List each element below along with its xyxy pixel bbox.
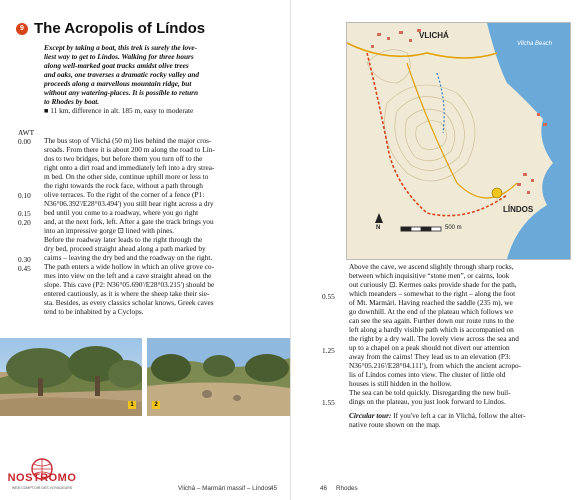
photo-cairns-path	[147, 338, 290, 416]
body-line: dry bed, proceed straight ahead along a path marked by	[44, 244, 206, 253]
time-marker: 0.15	[18, 209, 31, 218]
circular-tour-line: native route shown on the map.	[349, 420, 441, 429]
body-line: right onto a dirt road and immediately left into a dry strea-	[44, 163, 215, 172]
photo-number: 2	[152, 401, 160, 409]
body-line: lis of Líndos comes into view. The cluster of little old	[349, 370, 506, 379]
body-line: left along a hardly visible path which is accompanied on	[349, 325, 514, 334]
intro-line: proceeds along a marvellous mountain ridge, but	[44, 79, 192, 88]
intro-line: along well-marked goat tracks amidst olive trees	[44, 61, 189, 70]
body-line: tend to be inhabited by a Cyclops.	[44, 307, 144, 316]
body-line: Before the roadway later leads to the right through the	[44, 235, 203, 244]
body-line: go downhill. At the end of the plateau which follows we	[349, 307, 513, 316]
body-line: slope. This cave (P2: N36°05.690'/E28°03.215') should be	[44, 280, 215, 289]
left-page	[0, 0, 291, 500]
map-label-beach: Vlicha Beach	[517, 41, 553, 47]
body-line: which meanders – somewhat to the right – along the foot	[349, 289, 516, 298]
body-line: dos to two bridges, but before them you turn off to the	[44, 154, 203, 163]
body-line: can see the sea again. Further down our route runs to the	[349, 316, 514, 325]
intro-line: to Rhodes by boat.	[44, 97, 100, 106]
body-line: The sea can be told quickly. Disregarding the new buil-	[349, 388, 511, 397]
time-marker: 0.20	[18, 218, 31, 227]
walk-stats	[44, 106, 193, 115]
logo-name: NOSTROMO	[7, 472, 77, 484]
time-marker: 0.55	[322, 292, 335, 301]
page-title: The Acropolis of Líndos	[34, 20, 206, 37]
page-number: 46	[320, 485, 328, 492]
time-marker: 0.30	[18, 255, 31, 264]
circular-tour-label: Circular tour:	[349, 411, 392, 420]
time-marker: 1.25	[322, 346, 335, 355]
body-line: the right towards the rock face, without a path through	[44, 181, 203, 190]
body-line: up to a chapel on a peak should not divert our attention	[349, 343, 510, 352]
photo-olive-grove	[0, 338, 142, 416]
nostromo-logo	[4, 455, 80, 497]
intro-line: and oaks, one traverses a dramatic rocky valley and	[44, 70, 200, 79]
intro-line: liest way to get to Líndos. Walking for three hours	[44, 52, 194, 61]
map-label-vlicha: VLICHÁ	[419, 31, 449, 40]
stats-text: 11 km, difference in alt. 185 m, easy to moderate	[50, 106, 194, 115]
body-line: and, at the next fork, left. After a gate the track brings you	[44, 217, 214, 226]
stats-square-icon: ■	[44, 106, 51, 115]
body-line: sta. Besides, as every classics scholar knows, Greek caves	[44, 298, 214, 307]
time-marker: 0.10	[18, 191, 31, 200]
body-line: into an impressive gorge ⊡ lined with pines.	[44, 226, 175, 235]
body-line: houses is still hidden in the hollow.	[349, 379, 452, 388]
circular-tour-line	[349, 411, 526, 420]
body-line: away from the cairns! They lead us to an elevation (P3:	[349, 352, 511, 361]
logo-subtitle: WEB COMPTOIR DES VOYAGEURS	[11, 486, 73, 490]
north-arrow-label: N	[376, 225, 381, 231]
body-line: The bus stop of Vlichá (50 m) lies behind the major cros-	[44, 136, 212, 145]
walk-number-badge: 9	[16, 23, 28, 35]
time-marker: 1.55	[322, 398, 335, 407]
intro-line: Except by taking a boat, this trek is surely the love-	[44, 43, 198, 52]
body-line: sroads. From there it is about 200 m along the road to Lín-	[44, 145, 215, 154]
body-line: of Mt. Marmári. Having reached the saddle (235 m), we	[349, 298, 513, 307]
map-label-lindos: LÍNDOS	[503, 205, 534, 214]
body-line: N36°05.216'/E28°04.111'), from which the ancient acropo-	[349, 361, 522, 370]
body-line: Above the cave, we ascend slightly through sharp rocks,	[349, 262, 514, 271]
awt-label: AWT	[18, 128, 35, 137]
time-marker: 0.00	[18, 137, 31, 146]
body-line: cairns – leaving the dry bed and the roadway on the right.	[44, 253, 213, 262]
route-map	[346, 22, 571, 260]
body-line: N36°06.392'/E28°03.494') you still bear right across a dry	[44, 199, 214, 208]
circular-tour-text: If you've left a car in Vlichá, follow the alter-	[393, 411, 526, 420]
body-line: mes into view on the left and a cave straight ahead on the	[44, 271, 212, 280]
body-line: dings on the plateau, you just look forward to Líndos.	[349, 397, 506, 406]
photo-number: 1	[128, 401, 136, 409]
intro-line: without any watering-places. It is possible to return	[44, 88, 199, 97]
footer-title: Vlichá – Marmári massif – Líndos	[178, 485, 272, 492]
body-line: m bed. On the other side, continue uphill more or less to	[44, 172, 209, 181]
body-line: bed until you come to a roadway, where you go right	[44, 208, 199, 217]
body-line: out curiously ⊡. Kermes oaks provide shade for the path,	[349, 280, 517, 289]
body-line: between which inquisitive “stone men”, or cairns, look	[349, 271, 510, 280]
page-number: 45	[270, 485, 278, 492]
body-line: entered cautiously, as it is where the sheep take their sie-	[44, 289, 210, 298]
body-line: olive terraces. To the right of the corner of a fence (P1:	[44, 190, 205, 199]
footer-title: Rhodes	[336, 485, 358, 492]
time-marker: 0.45	[18, 264, 31, 273]
body-line: The path enters a wide hollow in which an olive grove co-	[44, 262, 215, 271]
body-line: the right by a dry wall. The lovely view across the sea and	[349, 334, 519, 343]
map-scale-label: 500 m	[445, 225, 462, 231]
